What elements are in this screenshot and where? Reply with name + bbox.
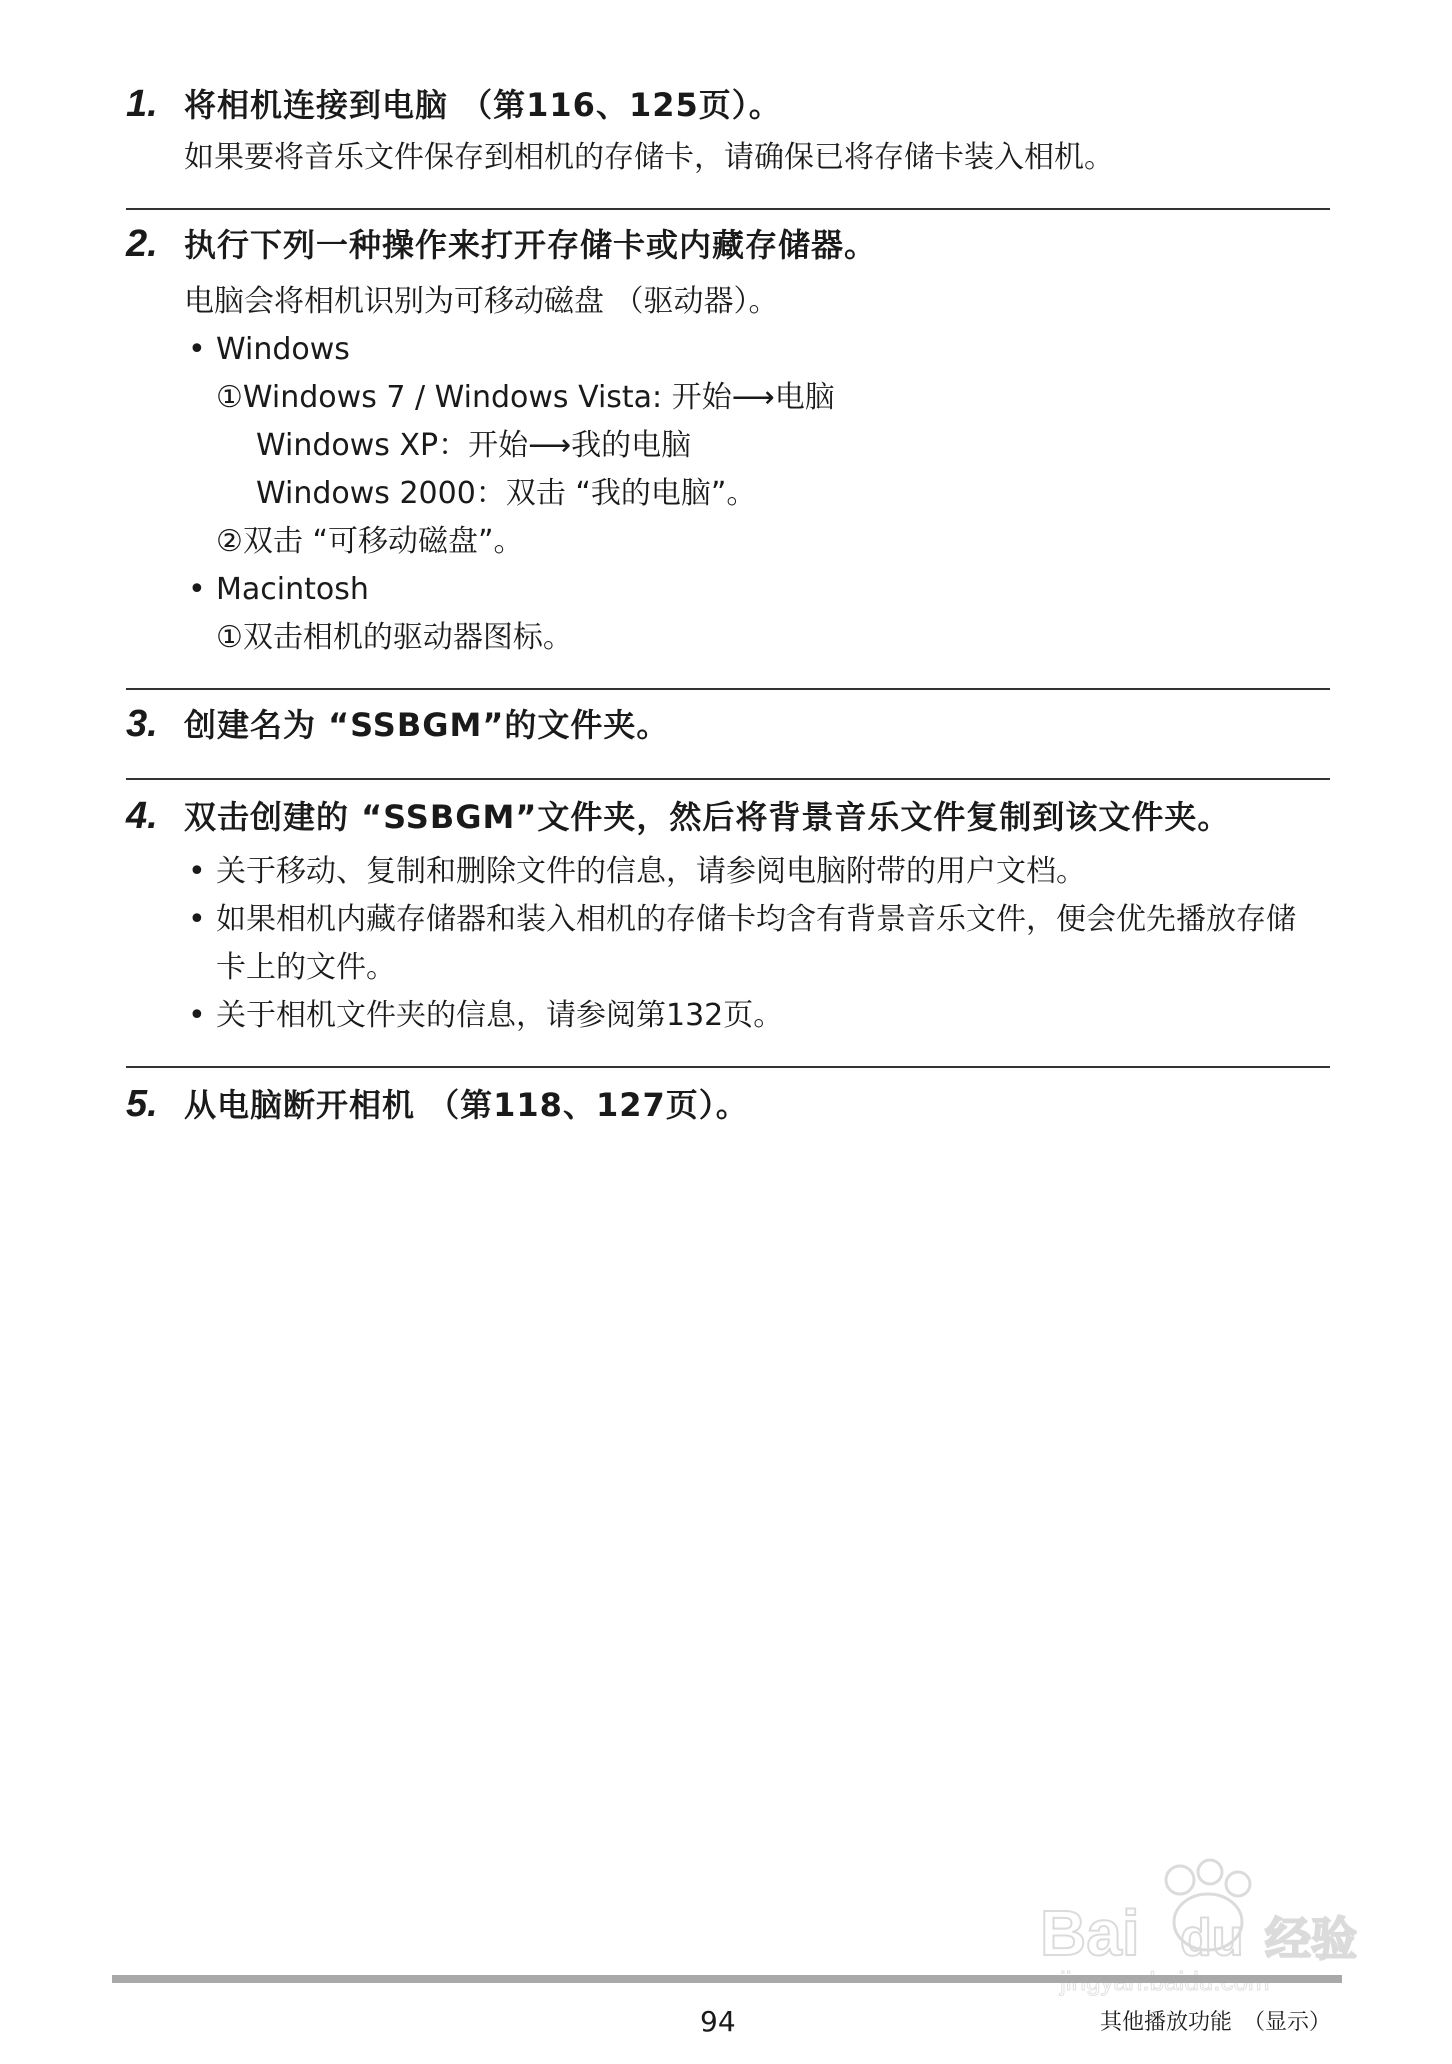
step-number: 2.	[126, 223, 158, 265]
step-4-note: 关于相机文件夹的信息，请参阅第132页。	[216, 998, 784, 1033]
section-label: 其他播放功能 （显示）	[1100, 2010, 1332, 2035]
arrow-icon: ⟶	[731, 380, 775, 415]
step-number: 5.	[126, 1083, 158, 1125]
step-number: 3.	[126, 703, 158, 745]
step-2	[126, 224, 1330, 265]
step-2-intro: 电脑会将相机识别为可移动磁盘 （驱动器）。	[184, 284, 779, 319]
step-title: 双击创建的 “SSBGM”文件夹，然后将背景音乐文件复制到该文件夹。	[184, 798, 1231, 836]
macintosh-label: Macintosh	[216, 572, 369, 607]
divider	[126, 1066, 1330, 1068]
step-title: 从电脑断开相机 （第118、127页）。	[184, 1086, 749, 1124]
arrow-icon: ⟶	[528, 428, 572, 463]
step-3	[126, 704, 1330, 745]
bullet-icon: •	[188, 902, 206, 937]
step-1	[126, 84, 1330, 125]
step-title: 执行下列一种操作来打开存储卡或内藏存储器。	[184, 226, 878, 264]
step-number: 1.	[126, 83, 158, 125]
windows-7-target: 电脑	[774, 380, 835, 415]
windows-step-2-line	[216, 522, 524, 562]
step-title: 将相机连接到电脑 （第116、125页）。	[184, 86, 782, 124]
windows-7-line	[216, 378, 835, 418]
windows-7-text: Windows 7 / Windows Vista: 开始	[242, 380, 732, 415]
windows-2000-line: Windows 2000：双击 “我的电脑”。	[256, 476, 757, 511]
page-number: 94	[700, 2005, 736, 2038]
svg-text:du: du	[1180, 1909, 1244, 1967]
macintosh-step-1-text: 双击相机的驱动器图标。	[242, 620, 573, 655]
macintosh-step-1-line	[216, 618, 573, 658]
windows-label: Windows	[216, 332, 350, 367]
divider	[126, 208, 1330, 210]
windows-xp-target: 我的电脑	[571, 428, 692, 463]
svg-text:Bai: Bai	[1040, 1897, 1140, 1969]
footer-rule	[112, 1975, 1342, 1983]
step-4-note: 关于移动、复制和删除文件的信息，请参阅电脑附带的用户文档。	[216, 854, 1086, 889]
bullet-icon: •	[188, 572, 206, 607]
step-5	[126, 1084, 1330, 1125]
divider	[126, 778, 1330, 780]
step-4-note: 如果相机内藏存储器和装入相机的存储卡均含有背景音乐文件，便会优先播放存储卡上的文件。	[216, 902, 1296, 985]
svg-text:经验: 经验	[1265, 1912, 1357, 1966]
windows-xp-text: Windows XP：开始	[256, 428, 529, 463]
divider	[126, 688, 1330, 690]
step-title: 创建名为 “SSBGM”的文件夹。	[184, 706, 670, 744]
step-1-body: 如果要将音乐文件保存到相机的存储卡，请确保已将存储卡装入相机。	[184, 140, 1114, 175]
step-4	[126, 796, 1330, 837]
bullet-icon: •	[188, 854, 206, 889]
step-number: 4.	[126, 795, 158, 837]
circled-number-icon: ①	[216, 620, 243, 655]
circled-number-icon: ①	[216, 380, 243, 415]
circled-number-icon: ②	[216, 524, 243, 559]
bullet-icon: •	[188, 998, 206, 1033]
windows-xp-line	[256, 426, 691, 466]
windows-step-2-text: 双击 “可移动磁盘”。	[242, 524, 524, 559]
bullet-icon: •	[188, 332, 206, 367]
